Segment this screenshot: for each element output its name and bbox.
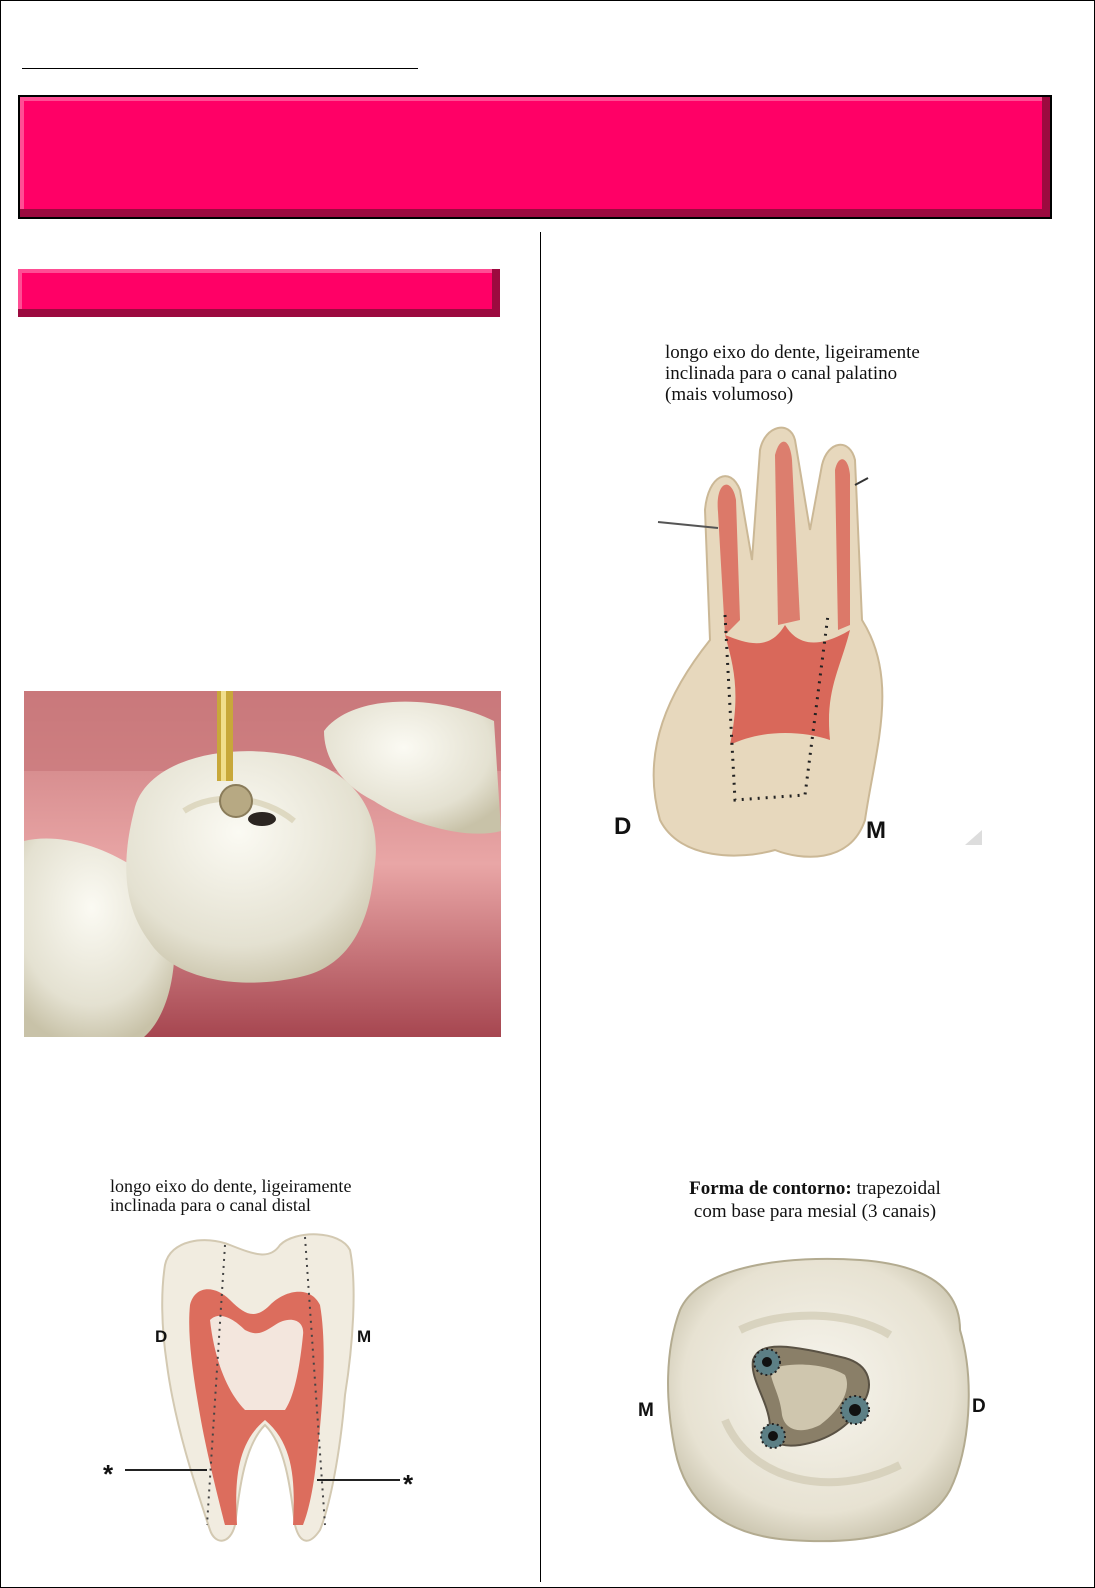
caption-line: inclinada para o canal palatino bbox=[665, 363, 898, 384]
caption-bold-term: Forma de contorno: bbox=[689, 1178, 852, 1199]
caption-line: inclinada para o canal distal bbox=[110, 1195, 311, 1215]
header-rule bbox=[22, 68, 418, 69]
lower-molar-caption bbox=[110, 1177, 351, 1215]
section-heading-bar bbox=[18, 269, 500, 317]
title-banner bbox=[18, 95, 1052, 219]
outline-form-caption bbox=[660, 1177, 970, 1223]
asterisk-marker-left: * bbox=[103, 1459, 114, 1489]
upper-molar-caption bbox=[665, 342, 920, 405]
caption-line bbox=[660, 1177, 970, 1200]
access-drilling-photo bbox=[24, 691, 501, 1037]
upper-molar-illustration bbox=[600, 420, 990, 870]
asterisk-marker-right: * bbox=[403, 1469, 414, 1499]
caption-line: com base para mesial (3 canais) bbox=[693, 1201, 937, 1222]
occlusal-view-illustration bbox=[630, 1250, 1010, 1550]
column-divider bbox=[540, 232, 541, 1582]
label-distal: D bbox=[614, 813, 632, 840]
caption-line: longo eixo do dente, ligeiramente bbox=[665, 342, 920, 363]
label-mesial: M bbox=[357, 1327, 372, 1346]
lower-molar-illustration bbox=[95, 1225, 435, 1555]
caption-rest: trapezoidal bbox=[851, 1178, 941, 1199]
caption-line: longo eixo do dente, ligeiramente bbox=[110, 1176, 352, 1196]
caption-line: (mais volumoso) bbox=[665, 384, 794, 405]
label-distal: D bbox=[155, 1327, 168, 1346]
label-distal: D bbox=[972, 1396, 986, 1417]
label-mesial: M bbox=[638, 1400, 654, 1421]
label-mesial: M bbox=[866, 817, 886, 844]
